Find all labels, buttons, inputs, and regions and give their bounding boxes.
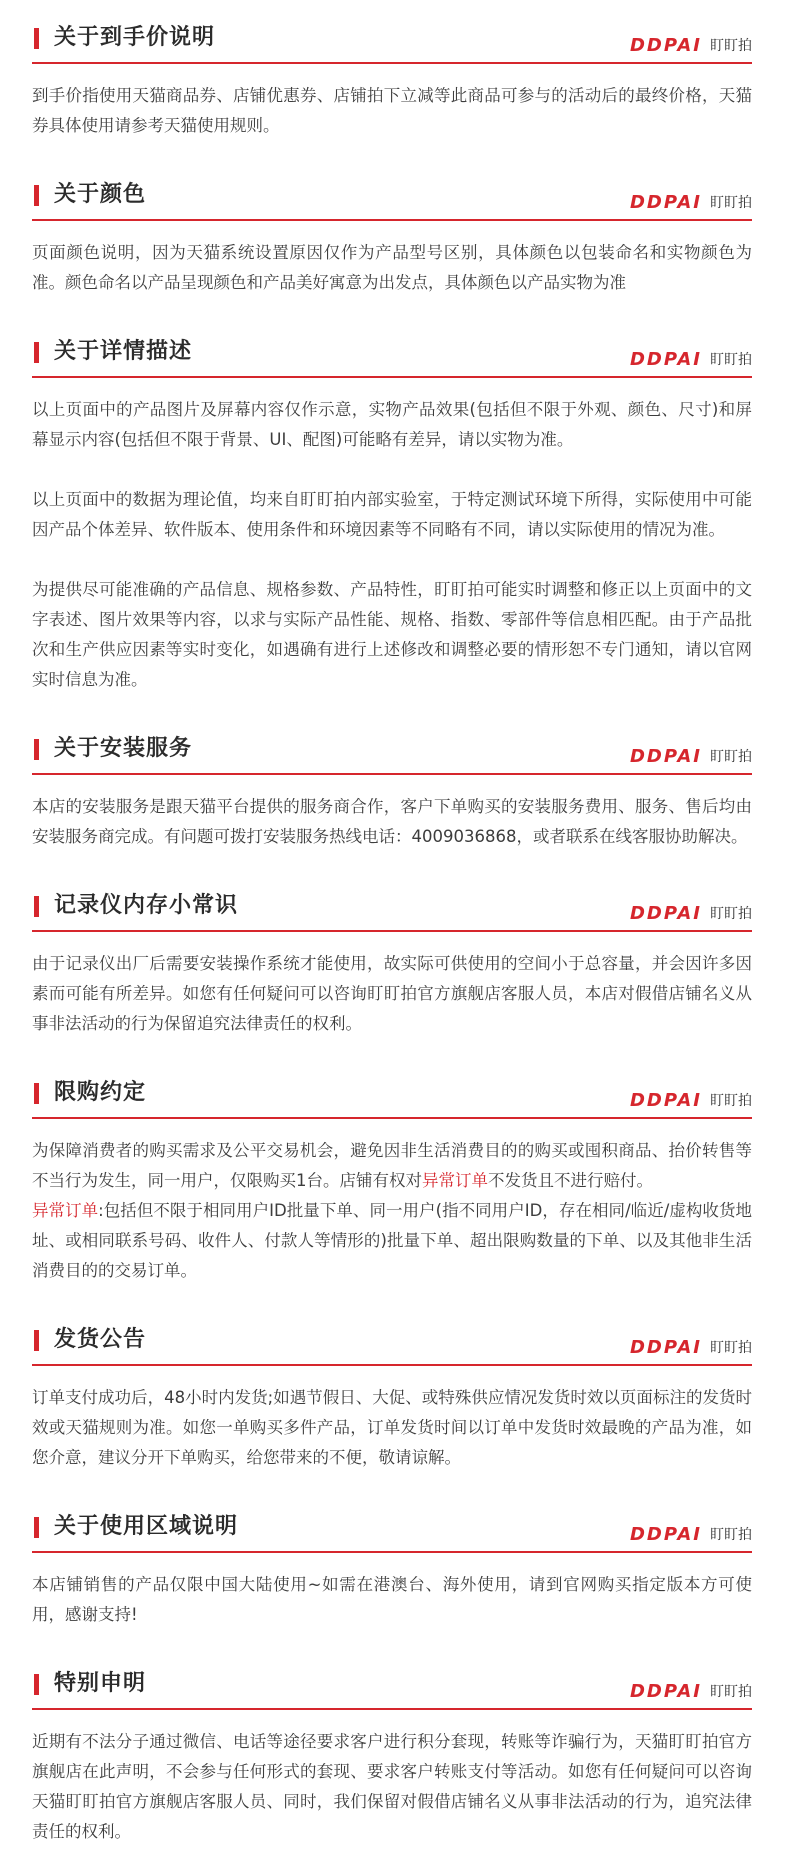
section-body (32, 774, 752, 852)
paragraph: 由于记录仪出厂后需要安装操作系统才能使用，故实际可供使用的空间小于总容量，并会因许多因素而可能有所差异。如您有任何疑问可以咨询盯盯拍官方旗舰店客服人员，本店对假借店铺名义从事非法活动的行为保留追究法律责任的权利。 (32, 954, 752, 1033)
section-body (32, 220, 752, 298)
section-header (32, 1495, 752, 1552)
section-special-statement (32, 1652, 752, 1847)
title-underline (32, 219, 752, 221)
section-body (32, 1709, 752, 1847)
section-installation (32, 717, 752, 852)
logo-cn: 盯盯拍 (710, 195, 752, 211)
logo-mark: DDPAI (629, 35, 702, 56)
ddpai-logo (630, 36, 752, 56)
section-body (32, 1365, 752, 1473)
title-underline (32, 930, 752, 932)
section-body (32, 1552, 752, 1630)
section-title: 记录仪内存小常识 (54, 893, 239, 918)
paragraph: 本店铺销售的产品仅限中国大陆使用~如需在港澳台、海外使用，请到官网购买指定版本方可使用，感谢支持! (32, 1575, 752, 1624)
logo-cn: 盯盯拍 (710, 1527, 752, 1543)
logo-mark: DDPAI (629, 903, 702, 924)
section-header (32, 1652, 752, 1709)
title-underline (32, 62, 752, 64)
abnormal-order-highlight: 异常订单 (422, 1171, 488, 1190)
logo-mark: DDPAI (629, 1090, 702, 1111)
section-body (32, 377, 752, 695)
section-header (32, 1061, 752, 1118)
logo-mark: DDPAI (629, 1337, 702, 1358)
section-usage-region (32, 1495, 752, 1630)
section-title: 关于使用区域说明 (54, 1514, 239, 1539)
section-storage-tips (32, 874, 752, 1039)
section-header (32, 1308, 752, 1365)
title-accent-bar (34, 28, 39, 49)
text-run: 不发货且不进行赔付。 (488, 1171, 653, 1190)
title-accent-bar (34, 1330, 39, 1351)
logo-cn: 盯盯拍 (710, 906, 752, 922)
section-detail-description (32, 320, 752, 695)
paragraph: 近期有不法分子通过微信、电话等途径要求客户进行积分套现，转账等诈骗行为，天猫盯盯拍官方旗舰店在此声明，不会参与任何形式的套现、要求客户转账支付等活动。如您有任何疑问可以咨询天猫盯盯拍官方旗舰店客服人员、同时，我们保留对假借店铺名义从事非法活动的行为，追究法律责任的权利。 (32, 1732, 752, 1841)
section-title: 关于详情描述 (54, 339, 193, 364)
abnormal-order-highlight: 异常订单 (32, 1201, 99, 1220)
title-underline (32, 773, 752, 775)
title-accent-bar (34, 185, 39, 206)
ddpai-logo (630, 1682, 752, 1702)
logo-cn: 盯盯拍 (710, 1684, 752, 1700)
paragraph: 以上页面中的产品图片及屏幕内容仅作示意，实物产品效果(包括但不限于外观、颜色、尺寸)和屏幕显示内容(包括但不限于背景、UI、配图)可能略有差异，请以实物为准。 (32, 400, 752, 449)
logo-cn: 盯盯拍 (710, 749, 752, 765)
section-header (32, 717, 752, 774)
title-accent-bar (34, 1517, 39, 1538)
paragraph: 页面颜色说明，因为天猫系统设置原因仅作为产品型号区别，具体颜色以包装命名和实物颜色为准。颜色命名以产品呈现颜色和产品美好寓意为出发点，具体颜色以产品实物为准 (32, 243, 752, 292)
section-body (32, 931, 752, 1039)
title-underline (32, 1117, 752, 1119)
title-underline (32, 1364, 752, 1366)
logo-cn: 盯盯拍 (710, 1340, 752, 1356)
section-body (32, 1118, 752, 1286)
text-run: :包括但不限于相同用户ID批量下单、同一用户(指不同用户ID，存在相同/临近/虚构收货地址、或相同联系号码、收件人、付款人等情形的)批量下单、超出限购数量的下单、以及其他非生活消费目的的交易订单。 (32, 1201, 752, 1280)
logo-cn: 盯盯拍 (710, 352, 752, 368)
ddpai-logo (630, 1338, 752, 1358)
paragraph: 订单支付成功后，48小时内发货;如遇节假日、大促、或特殊供应情况发货时效以页面标注的发货时效或天猫规则为准。如您一单购买多件产品，订单发货时间以订单中发货时效最晚的产品为准，如您介意，建议分开下单购买，给您带来的不便，敬请谅解。 (32, 1388, 752, 1467)
ddpai-logo (630, 350, 752, 370)
logo-mark: DDPAI (629, 746, 702, 767)
section-header (32, 874, 752, 931)
title-accent-bar (34, 896, 39, 917)
logo-mark: DDPAI (629, 192, 702, 213)
text-run: 为保障消费者的购买需求及公平交易机会，避免因非生活消费目的的购买或囤积商品、抬价转售等不当行为发生，同一用户，仅限购买1台。店铺有权对 (32, 1141, 752, 1190)
section-shipping (32, 1308, 752, 1473)
paragraph (32, 1136, 752, 1196)
section-price-note (32, 6, 752, 141)
paragraph: 到手价指使用天猫商品券、店铺优惠券、店铺拍下立减等此商品可参与的活动后的最终价格，天猫券具体使用请参考天猫使用规则。 (32, 86, 752, 135)
logo-mark: DDPAI (629, 1524, 702, 1545)
ddpai-logo (630, 904, 752, 924)
paragraph (32, 1196, 752, 1286)
paragraph: 以上页面中的数据为理论值，均来自盯盯拍内部实验室，于特定测试环境下所得，实际使用中可能因产品个体差异、软件版本、使用条件和环境因素等不同略有不同，请以实际使用的情况为准。 (32, 490, 752, 539)
section-header (32, 320, 752, 377)
title-accent-bar (34, 739, 39, 760)
title-underline (32, 376, 752, 378)
ddpai-logo (630, 1525, 752, 1545)
paragraph: 为提供尽可能准确的产品信息、规格参数、产品特性，盯盯拍可能实时调整和修正以上页面中的文字表述、图片效果等内容，以求与实际产品性能、规格、指数、零部件等信息相匹配。由于产品批次和生产供应因素等实时变化，如遇确有进行上述修改和调整必要的情形恕不专门通知，请以官网实时信息为准。 (32, 580, 752, 689)
section-title: 限购约定 (54, 1080, 147, 1105)
title-underline (32, 1708, 752, 1710)
ddpai-logo (630, 193, 752, 213)
logo-mark: DDPAI (629, 1681, 702, 1702)
section-header (32, 6, 752, 63)
section-header (32, 163, 752, 220)
logo-cn: 盯盯拍 (710, 1093, 752, 1109)
title-accent-bar (34, 1083, 39, 1104)
section-title: 特别申明 (54, 1671, 147, 1696)
logo-mark: DDPAI (629, 349, 702, 370)
section-title: 关于颜色 (54, 182, 147, 207)
paragraph: 本店的安装服务是跟天猫平台提供的服务商合作，客户下单购买的安装服务费用、服务、售后均由安装服务商完成。有问题可拨打安装服务热线电话：4009036868，或者联系在线客服协助解决。 (32, 797, 752, 846)
section-title: 关于到手价说明 (54, 25, 216, 50)
title-underline (32, 1551, 752, 1553)
logo-cn: 盯盯拍 (710, 38, 752, 54)
ddpai-logo (630, 1091, 752, 1111)
ddpai-logo (630, 747, 752, 767)
title-accent-bar (34, 342, 39, 363)
section-body (32, 63, 752, 141)
section-title: 发货公告 (54, 1327, 147, 1352)
section-color (32, 163, 752, 298)
section-title: 关于安装服务 (54, 736, 193, 761)
section-purchase-limit (32, 1061, 752, 1286)
title-accent-bar (34, 1674, 39, 1695)
